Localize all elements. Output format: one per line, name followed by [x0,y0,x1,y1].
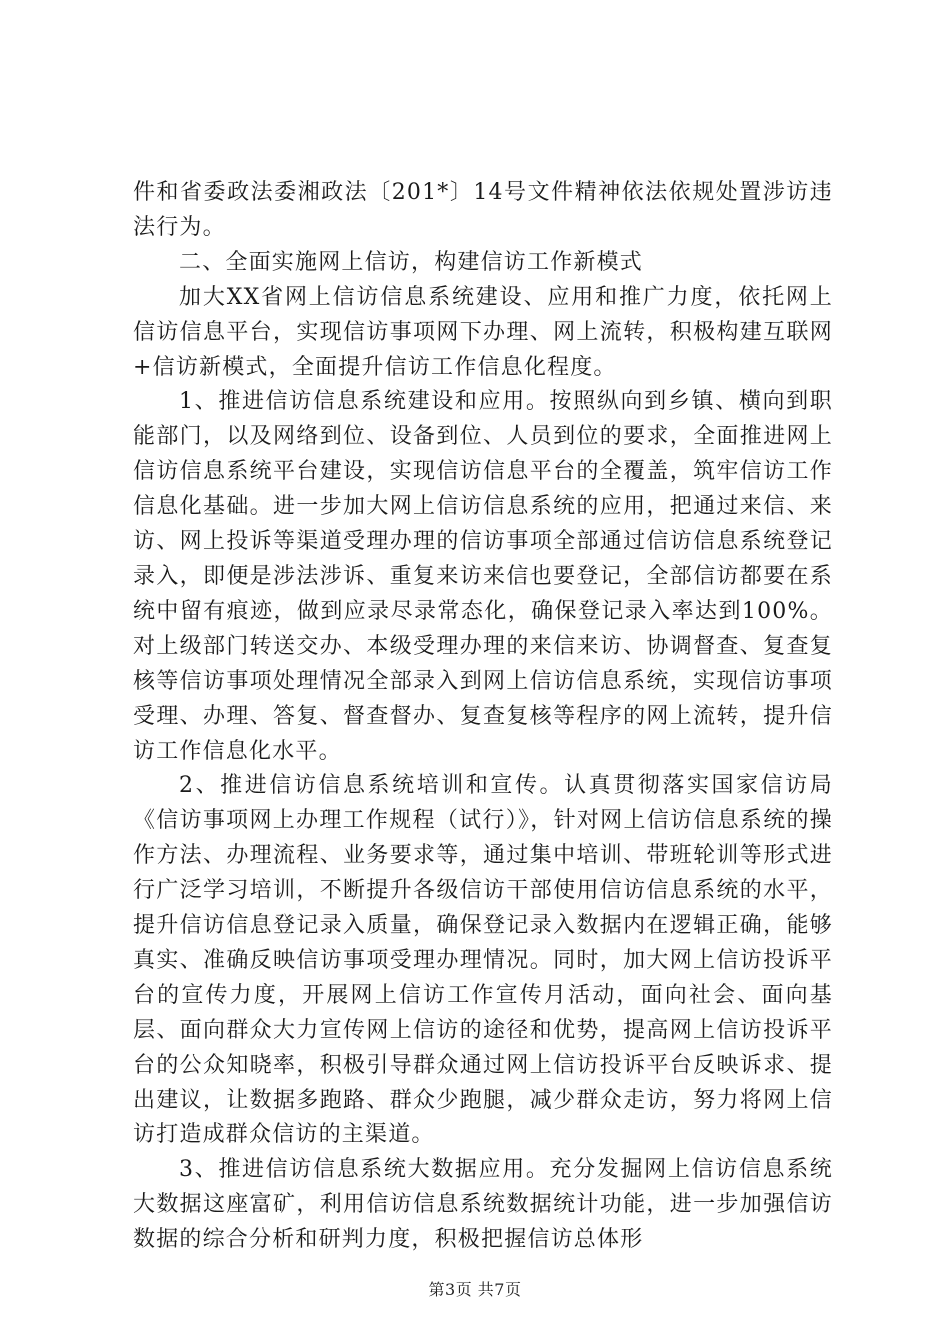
page-footer: 第3页 共7页 [428,1280,522,1299]
section-heading: 二、全面实施网上信访，构建信访工作新模式 [179,249,644,275]
paragraph-item-3: 3、推进信访信息系统大数据应用。充分发掘网上信访信息系统大数据这座富矿，利用信访信息系统数据统计功能，进一步加强信访数据的综合分析和研判力度，积极把握信访总体形 [133,1157,833,1253]
paragraph-item-1: 1、推进信访信息系统建设和应用。按照纵向到乡镇、横向到职能部门，以及网络到位、设备到位、人员到位的要求，全面推进网上信访信息系统平台建设，实现信访信息平台的全覆盖，筑牢信访工作信息化基础。进一步加大网上信访信息系统的应用，把通过来信、来访、网上投诉等渠道受理办理的信访事项全部通过信访信息系统登记录入，即便是涉法涉诉、重复来访来信也要登记，全部信访都要在系统中留有痕迹，做到应录尽录常态化，确保登记录入率达到100%。对上级部门转送交办、本级受理办理的来信来访、协调督查、复查复核等信访事项处理情况全部录入到网上信访信息系统，实现信访事项受理、办理、答复、督查督办、复查复核等程序的网上流转，提升信访工作信息化水平。 [133,389,833,764]
paragraph-intro: 加大XX省网上信访信息系统建设、应用和推广力度，依托网上信访信息平台，实现信访事项网下办理、网上流转，积极构建互联网+信访新模式，全面提升信访工作信息化程度。 [133,284,833,380]
paragraph-item-2: 2、推进信访信息系统培训和宣传。认真贯彻落实国家信访局《信访事项网上办理工作规程（试行）》，针对网上信访信息系统的操作方法、办理流程、业务要求等，通过集中培训、带班轮训等形式进行广泛学习培训，不断提升各级信访干部使用信访信息系统的水平，提升信访信息登记录入质量，确保登记录入数据内在逻辑正确，能够真实、准确反映信访事项受理办理情况。同时，加大网上信访投诉平台的宣传力度，开展网上信访工作宣传月活动，面向社会、面向基层、面向群众大力宣传网上信访的途径和优势，提高网上信访投诉平台的公众知晓率，积极引导群众通过网上信访投诉平台反映诉求、提出建议，让数据多跑路、群众少跑腿，减少群众走访，努力将网上信访打造成群众信访的主渠道。 [133,773,833,1148]
document-body [133,176,833,1258]
paragraph-continuation: 件和省委政法委湘政法〔201*〕14号文件精神依法依规处置涉访违法行为。 [133,180,833,240]
